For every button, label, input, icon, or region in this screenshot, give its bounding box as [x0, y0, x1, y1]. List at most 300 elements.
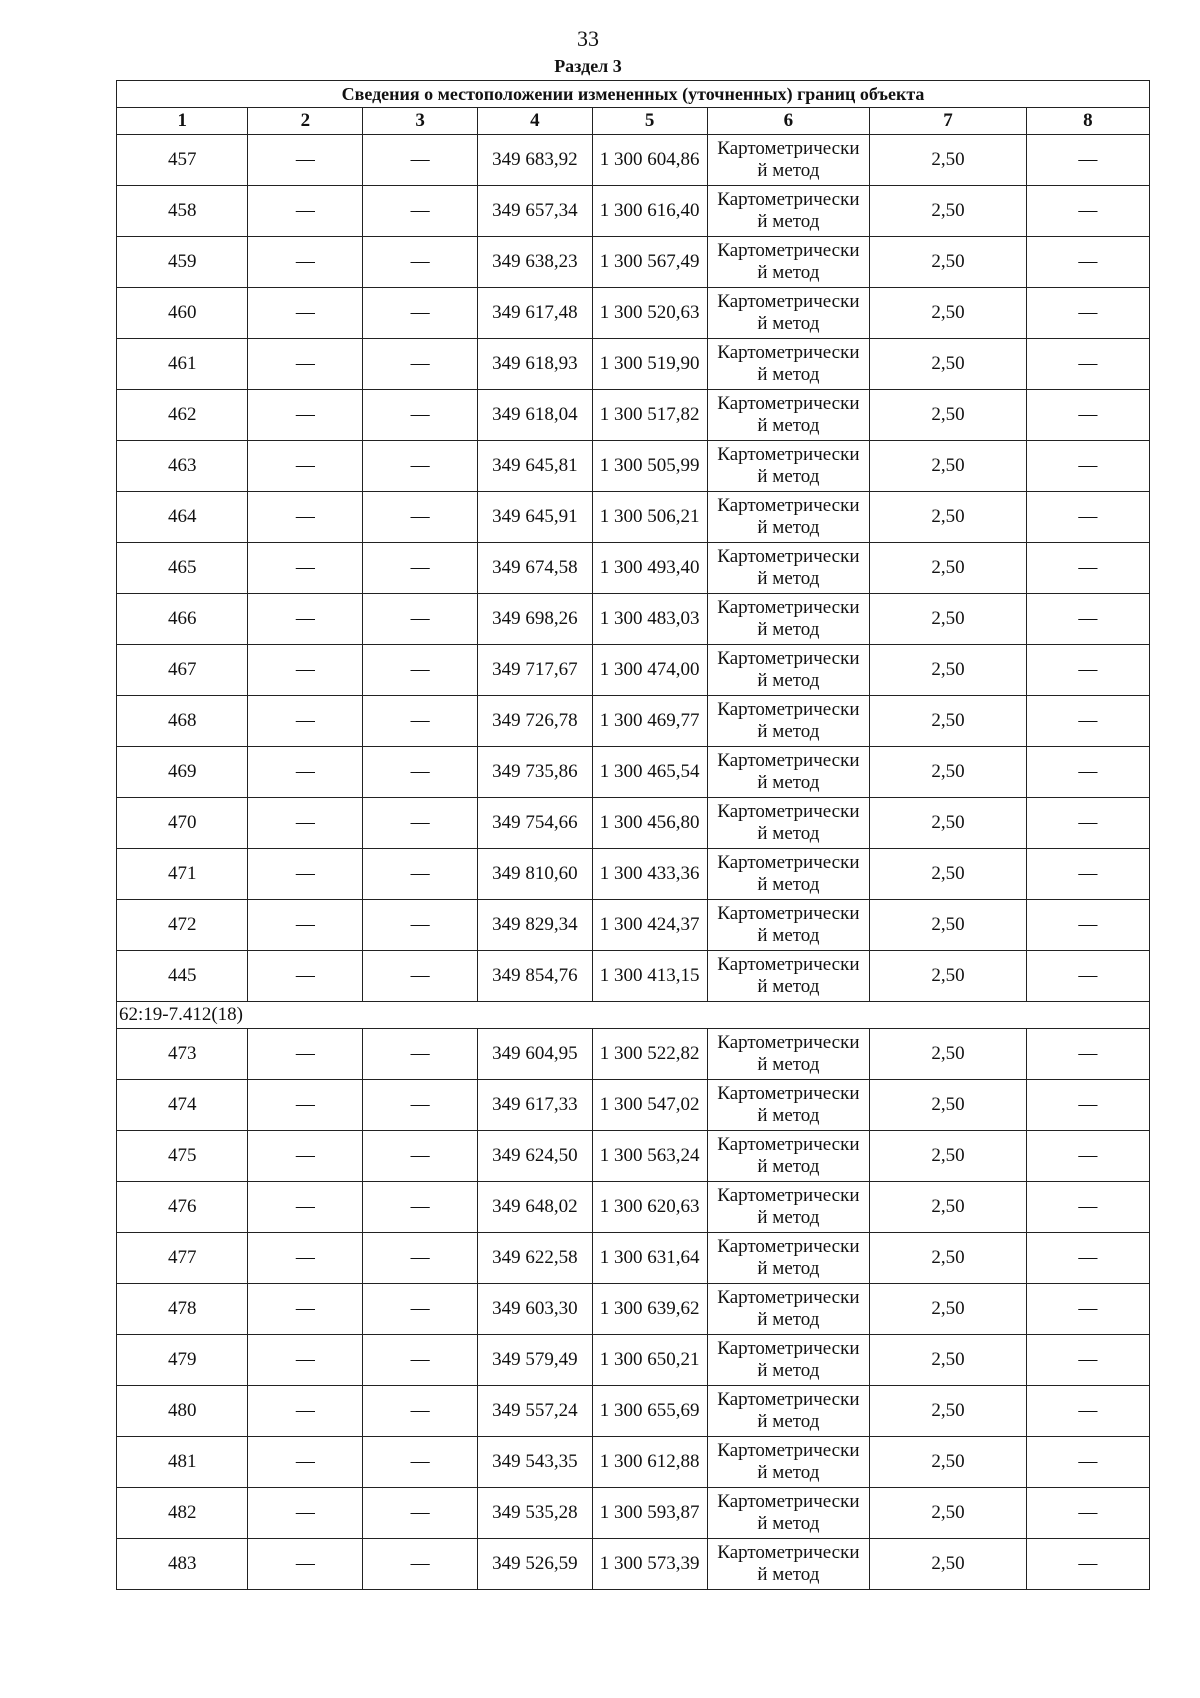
col8-dash: [1026, 288, 1149, 339]
dash: —: [410, 200, 430, 221]
col3-dash: [363, 1437, 478, 1488]
method-text-line1: Картометрически: [717, 648, 860, 669]
dash: —: [295, 1400, 315, 1421]
method-text-line2: й метод: [757, 1207, 820, 1228]
table-row: [117, 747, 1150, 798]
dash: —: [295, 863, 315, 884]
col2-dash: [248, 1437, 363, 1488]
method-cell: [707, 543, 870, 594]
method-cell: [707, 1488, 870, 1539]
coord-x: 349 526,59: [477, 1539, 592, 1590]
col2-dash: [248, 1488, 363, 1539]
column-number: 3: [363, 108, 478, 135]
col8-dash: [1026, 1386, 1149, 1437]
coord-y: 1 300 520,63: [592, 288, 707, 339]
dash: —: [295, 557, 315, 578]
table-row: [117, 1539, 1150, 1590]
col3-dash: [363, 1080, 478, 1131]
point-id: 465: [117, 543, 248, 594]
method-text-line2: й метод: [757, 1054, 820, 1075]
point-id: 472: [117, 900, 248, 951]
col8-dash: [1026, 798, 1149, 849]
col2-dash: [248, 288, 363, 339]
method-text-line1: Картометрически: [717, 189, 860, 210]
precision: 2,50: [870, 951, 1027, 1002]
table-row: [117, 1182, 1150, 1233]
method-text-line1: Картометрически: [717, 1236, 860, 1257]
method-text-line2: й метод: [757, 976, 820, 997]
precision: 2,50: [870, 1182, 1027, 1233]
col8-dash: [1026, 696, 1149, 747]
col3-dash: [363, 1233, 478, 1284]
dash: —: [410, 557, 430, 578]
coord-y: 1 300 639,62: [592, 1284, 707, 1335]
col2-dash: [248, 1182, 363, 1233]
col2-dash: [248, 747, 363, 798]
precision: 2,50: [870, 237, 1027, 288]
dash: —: [410, 965, 430, 986]
coord-x: 349 579,49: [477, 1335, 592, 1386]
dash: —: [295, 1349, 315, 1370]
method-text-line1: Картометрически: [717, 1542, 860, 1563]
coord-y: 1 300 474,00: [592, 645, 707, 696]
dash: —: [295, 200, 315, 221]
method-text-line1: Картометрически: [717, 444, 860, 465]
dash: —: [1078, 1553, 1098, 1574]
coord-y: 1 300 604,86: [592, 135, 707, 186]
coord-x: 349 674,58: [477, 543, 592, 594]
col3-dash: [363, 1539, 478, 1590]
column-number: 8: [1026, 108, 1149, 135]
precision: 2,50: [870, 1539, 1027, 1590]
dash: —: [1078, 1145, 1098, 1166]
col3-dash: [363, 594, 478, 645]
coord-y: 1 300 469,77: [592, 696, 707, 747]
precision: 2,50: [870, 339, 1027, 390]
col3-dash: [363, 543, 478, 594]
table-row: [117, 441, 1150, 492]
dash: —: [1078, 761, 1098, 782]
method-cell: [707, 594, 870, 645]
point-id: 469: [117, 747, 248, 798]
col3-dash: [363, 645, 478, 696]
col8-dash: [1026, 900, 1149, 951]
dash: —: [295, 965, 315, 986]
col3-dash: [363, 237, 478, 288]
col2-dash: [248, 135, 363, 186]
col8-dash: [1026, 1437, 1149, 1488]
precision: 2,50: [870, 1131, 1027, 1182]
dash: —: [1078, 1502, 1098, 1523]
col2-dash: [248, 849, 363, 900]
dash: —: [295, 914, 315, 935]
dash: —: [1078, 251, 1098, 272]
col2-dash: [248, 237, 363, 288]
col8-dash: [1026, 441, 1149, 492]
method-text-line2: й метод: [757, 619, 820, 640]
point-id: 445: [117, 951, 248, 1002]
coord-y: 1 300 506,21: [592, 492, 707, 543]
col2-dash: [248, 1131, 363, 1182]
dash: —: [410, 1094, 430, 1115]
point-id: 480: [117, 1386, 248, 1437]
method-text-line2: й метод: [757, 1360, 820, 1381]
method-text-line2: й метод: [757, 1258, 820, 1279]
col8-dash: [1026, 492, 1149, 543]
dash: —: [410, 914, 430, 935]
precision: 2,50: [870, 492, 1027, 543]
dash: —: [1078, 557, 1098, 578]
dash: —: [1078, 1043, 1098, 1064]
method-text-line1: Картометрически: [717, 291, 860, 312]
method-cell: [707, 339, 870, 390]
coord-y: 1 300 519,90: [592, 339, 707, 390]
method-cell: [707, 696, 870, 747]
col8-dash: [1026, 1488, 1149, 1539]
precision: 2,50: [870, 696, 1027, 747]
method-cell: [707, 849, 870, 900]
col3-dash: [363, 1029, 478, 1080]
col2-dash: [248, 900, 363, 951]
coord-y: 1 300 413,15: [592, 951, 707, 1002]
method-text-line1: Картометрически: [717, 1389, 860, 1410]
section-title: Раздел 3: [554, 56, 622, 76]
col2-dash: [248, 186, 363, 237]
dash: —: [410, 1349, 430, 1370]
table-row: [117, 1131, 1150, 1182]
coord-x: 349 603,30: [477, 1284, 592, 1335]
precision: 2,50: [870, 1335, 1027, 1386]
dash: —: [1078, 812, 1098, 833]
method-cell: [707, 1131, 870, 1182]
method-text-line1: Картометрически: [717, 597, 860, 618]
precision: 2,50: [870, 390, 1027, 441]
col8-dash: [1026, 1182, 1149, 1233]
coord-y: 1 300 547,02: [592, 1080, 707, 1131]
method-text-line1: Картометрически: [717, 495, 860, 516]
dash: —: [410, 1451, 430, 1472]
col2-dash: [248, 1335, 363, 1386]
coord-x: 349 754,66: [477, 798, 592, 849]
point-id: 466: [117, 594, 248, 645]
precision: 2,50: [870, 1437, 1027, 1488]
method-cell: [707, 441, 870, 492]
method-cell: [707, 1029, 870, 1080]
method-text-line2: й метод: [757, 415, 820, 436]
coord-y: 1 300 616,40: [592, 186, 707, 237]
point-id: 457: [117, 135, 248, 186]
method-text-line1: Картометрически: [717, 699, 860, 720]
method-text-line2: й метод: [757, 517, 820, 538]
table-row: [117, 543, 1150, 594]
coord-y: 1 300 456,80: [592, 798, 707, 849]
method-cell: [707, 798, 870, 849]
dash: —: [1078, 149, 1098, 170]
col2-dash: [248, 951, 363, 1002]
col8-dash: [1026, 1029, 1149, 1080]
col3-dash: [363, 951, 478, 1002]
point-id: 483: [117, 1539, 248, 1590]
table-row: [117, 1080, 1150, 1131]
method-cell: [707, 645, 870, 696]
col2-dash: [248, 594, 363, 645]
column-number: 6: [707, 108, 870, 135]
method-text-line2: й метод: [757, 1564, 820, 1585]
table-body: [117, 135, 1150, 1590]
method-cell: [707, 1539, 870, 1590]
dash: —: [1078, 965, 1098, 986]
col3-dash: [363, 1284, 478, 1335]
precision: 2,50: [870, 1488, 1027, 1539]
dash: —: [1078, 1196, 1098, 1217]
col2-dash: [248, 543, 363, 594]
dash: —: [295, 1094, 315, 1115]
precision: 2,50: [870, 186, 1027, 237]
table-caption: Сведения о местоположении измененных (уточненных) границ объекта: [117, 81, 1150, 108]
dash: —: [410, 608, 430, 629]
col3-dash: [363, 1182, 478, 1233]
coord-y: 1 300 620,63: [592, 1182, 707, 1233]
dash: —: [295, 608, 315, 629]
col8-dash: [1026, 1284, 1149, 1335]
dash: —: [295, 506, 315, 527]
method-cell: [707, 1284, 870, 1335]
coord-x: 349 617,33: [477, 1080, 592, 1131]
col3-dash: [363, 441, 478, 492]
method-text-line1: Картометрически: [717, 1083, 860, 1104]
table-row: [117, 390, 1150, 441]
dash: —: [410, 302, 430, 323]
col3-dash: [363, 900, 478, 951]
col2-dash: [248, 1233, 363, 1284]
coord-x: 349 618,04: [477, 390, 592, 441]
method-text-line2: й метод: [757, 160, 820, 181]
table-row: [117, 594, 1150, 645]
method-text-line2: й метод: [757, 1156, 820, 1177]
point-id: 459: [117, 237, 248, 288]
group-row: [117, 1002, 1150, 1029]
point-id: 460: [117, 288, 248, 339]
coord-x: 349 735,86: [477, 747, 592, 798]
method-text-line2: й метод: [757, 1513, 820, 1534]
dash: —: [1078, 455, 1098, 476]
dash: —: [410, 1196, 430, 1217]
point-id: 479: [117, 1335, 248, 1386]
coord-x: 349 645,91: [477, 492, 592, 543]
dash: —: [410, 149, 430, 170]
col2-dash: [248, 1539, 363, 1590]
method-text-line1: Картометрически: [717, 1440, 860, 1461]
method-text-line2: й метод: [757, 313, 820, 334]
dash: —: [410, 1043, 430, 1064]
precision: 2,50: [870, 1386, 1027, 1437]
table-row: [117, 1386, 1150, 1437]
method-text-line1: Картометрически: [717, 546, 860, 567]
method-text-line1: Картометрически: [717, 1491, 860, 1512]
method-text-line1: Картометрически: [717, 138, 860, 159]
dash: —: [295, 302, 315, 323]
col8-dash: [1026, 849, 1149, 900]
table-row: [117, 237, 1150, 288]
method-text-line2: й метод: [757, 568, 820, 589]
table-row: [117, 1029, 1150, 1080]
col8-dash: [1026, 1233, 1149, 1284]
dash: —: [410, 353, 430, 374]
point-id: 463: [117, 441, 248, 492]
col8-dash: [1026, 1539, 1149, 1590]
point-id: 476: [117, 1182, 248, 1233]
coord-x: 349 683,92: [477, 135, 592, 186]
col3-dash: [363, 186, 478, 237]
col3-dash: [363, 696, 478, 747]
method-cell: [707, 1386, 870, 1437]
method-text-line2: й метод: [757, 670, 820, 691]
col2-dash: [248, 798, 363, 849]
method-text-line1: Картометрически: [717, 1185, 860, 1206]
method-cell: [707, 900, 870, 951]
dash: —: [410, 863, 430, 884]
table-row: [117, 900, 1150, 951]
col8-dash: [1026, 951, 1149, 1002]
col8-dash: [1026, 1080, 1149, 1131]
coord-y: 1 300 573,39: [592, 1539, 707, 1590]
table-row: [117, 186, 1150, 237]
dash: —: [1078, 1349, 1098, 1370]
dash: —: [1078, 404, 1098, 425]
point-id: 482: [117, 1488, 248, 1539]
dash: —: [295, 1247, 315, 1268]
coord-x: 349 557,24: [477, 1386, 592, 1437]
method-text-line1: Картометрически: [717, 240, 860, 261]
table-row: [117, 798, 1150, 849]
method-text-line1: Картометрически: [717, 393, 860, 414]
col8-dash: [1026, 135, 1149, 186]
coord-x: 349 829,34: [477, 900, 592, 951]
method-cell: [707, 1182, 870, 1233]
coord-x: 349 854,76: [477, 951, 592, 1002]
col8-dash: [1026, 594, 1149, 645]
col2-dash: [248, 1029, 363, 1080]
point-id: 474: [117, 1080, 248, 1131]
coord-y: 1 300 612,88: [592, 1437, 707, 1488]
col8-dash: [1026, 645, 1149, 696]
point-id: 461: [117, 339, 248, 390]
precision: 2,50: [870, 849, 1027, 900]
point-id: 471: [117, 849, 248, 900]
coord-x: 349 648,02: [477, 1182, 592, 1233]
method-text-line1: Картометрически: [717, 1134, 860, 1155]
col3-dash: [363, 135, 478, 186]
dash: —: [410, 1145, 430, 1166]
coord-x: 349 543,35: [477, 1437, 592, 1488]
col2-dash: [248, 390, 363, 441]
dash: —: [1078, 1451, 1098, 1472]
coord-x: 349 624,50: [477, 1131, 592, 1182]
table-row: [117, 1284, 1150, 1335]
method-text-line1: Картометрически: [717, 1032, 860, 1053]
dash: —: [1078, 200, 1098, 221]
col2-dash: [248, 1080, 363, 1131]
dash: —: [1078, 608, 1098, 629]
dash: —: [1078, 1298, 1098, 1319]
coord-x: 349 726,78: [477, 696, 592, 747]
coord-y: 1 300 631,64: [592, 1233, 707, 1284]
method-text-line2: й метод: [757, 1462, 820, 1483]
dash: —: [410, 812, 430, 833]
col2-dash: [248, 492, 363, 543]
dash: —: [1078, 1247, 1098, 1268]
point-id: 475: [117, 1131, 248, 1182]
coord-y: 1 300 505,99: [592, 441, 707, 492]
column-number: 5: [592, 108, 707, 135]
method-cell: [707, 951, 870, 1002]
dash: —: [410, 404, 430, 425]
coord-y: 1 300 424,37: [592, 900, 707, 951]
precision: 2,50: [870, 288, 1027, 339]
method-cell: [707, 1080, 870, 1131]
coord-x: 349 617,48: [477, 288, 592, 339]
coord-x: 349 698,26: [477, 594, 592, 645]
dash: —: [410, 1553, 430, 1574]
col8-dash: [1026, 186, 1149, 237]
point-id: 478: [117, 1284, 248, 1335]
method-text-line2: й метод: [757, 823, 820, 844]
dash: —: [410, 761, 430, 782]
precision: 2,50: [870, 798, 1027, 849]
method-text-line2: й метод: [757, 925, 820, 946]
dash: —: [295, 761, 315, 782]
column-number: 1: [117, 108, 248, 135]
col3-dash: [363, 798, 478, 849]
col8-dash: [1026, 543, 1149, 594]
method-text-line2: й метод: [757, 211, 820, 232]
table-row: [117, 1233, 1150, 1284]
method-text-line2: й метод: [757, 721, 820, 742]
coord-x: 349 535,28: [477, 1488, 592, 1539]
col3-dash: [363, 1488, 478, 1539]
column-number: 4: [477, 108, 592, 135]
dash: —: [410, 710, 430, 731]
coord-x: 349 645,81: [477, 441, 592, 492]
dash: —: [410, 1400, 430, 1421]
dash: —: [410, 506, 430, 527]
method-cell: [707, 1233, 870, 1284]
method-cell: [707, 288, 870, 339]
dash: —: [295, 455, 315, 476]
precision: 2,50: [870, 747, 1027, 798]
col3-dash: [363, 1386, 478, 1437]
point-id: 473: [117, 1029, 248, 1080]
coord-y: 1 300 650,21: [592, 1335, 707, 1386]
coord-x: 349 810,60: [477, 849, 592, 900]
dash: —: [1078, 863, 1098, 884]
coord-y: 1 300 593,87: [592, 1488, 707, 1539]
method-text-line2: й метод: [757, 262, 820, 283]
col3-dash: [363, 1131, 478, 1182]
col2-dash: [248, 645, 363, 696]
dash: —: [410, 1502, 430, 1523]
coord-y: 1 300 563,24: [592, 1131, 707, 1182]
dash: —: [1078, 302, 1098, 323]
point-id: 477: [117, 1233, 248, 1284]
coord-y: 1 300 567,49: [592, 237, 707, 288]
dash: —: [295, 1553, 315, 1574]
precision: 2,50: [870, 594, 1027, 645]
method-cell: [707, 1437, 870, 1488]
col3-dash: [363, 1335, 478, 1386]
method-text-line2: й метод: [757, 364, 820, 385]
coord-x: 349 717,67: [477, 645, 592, 696]
